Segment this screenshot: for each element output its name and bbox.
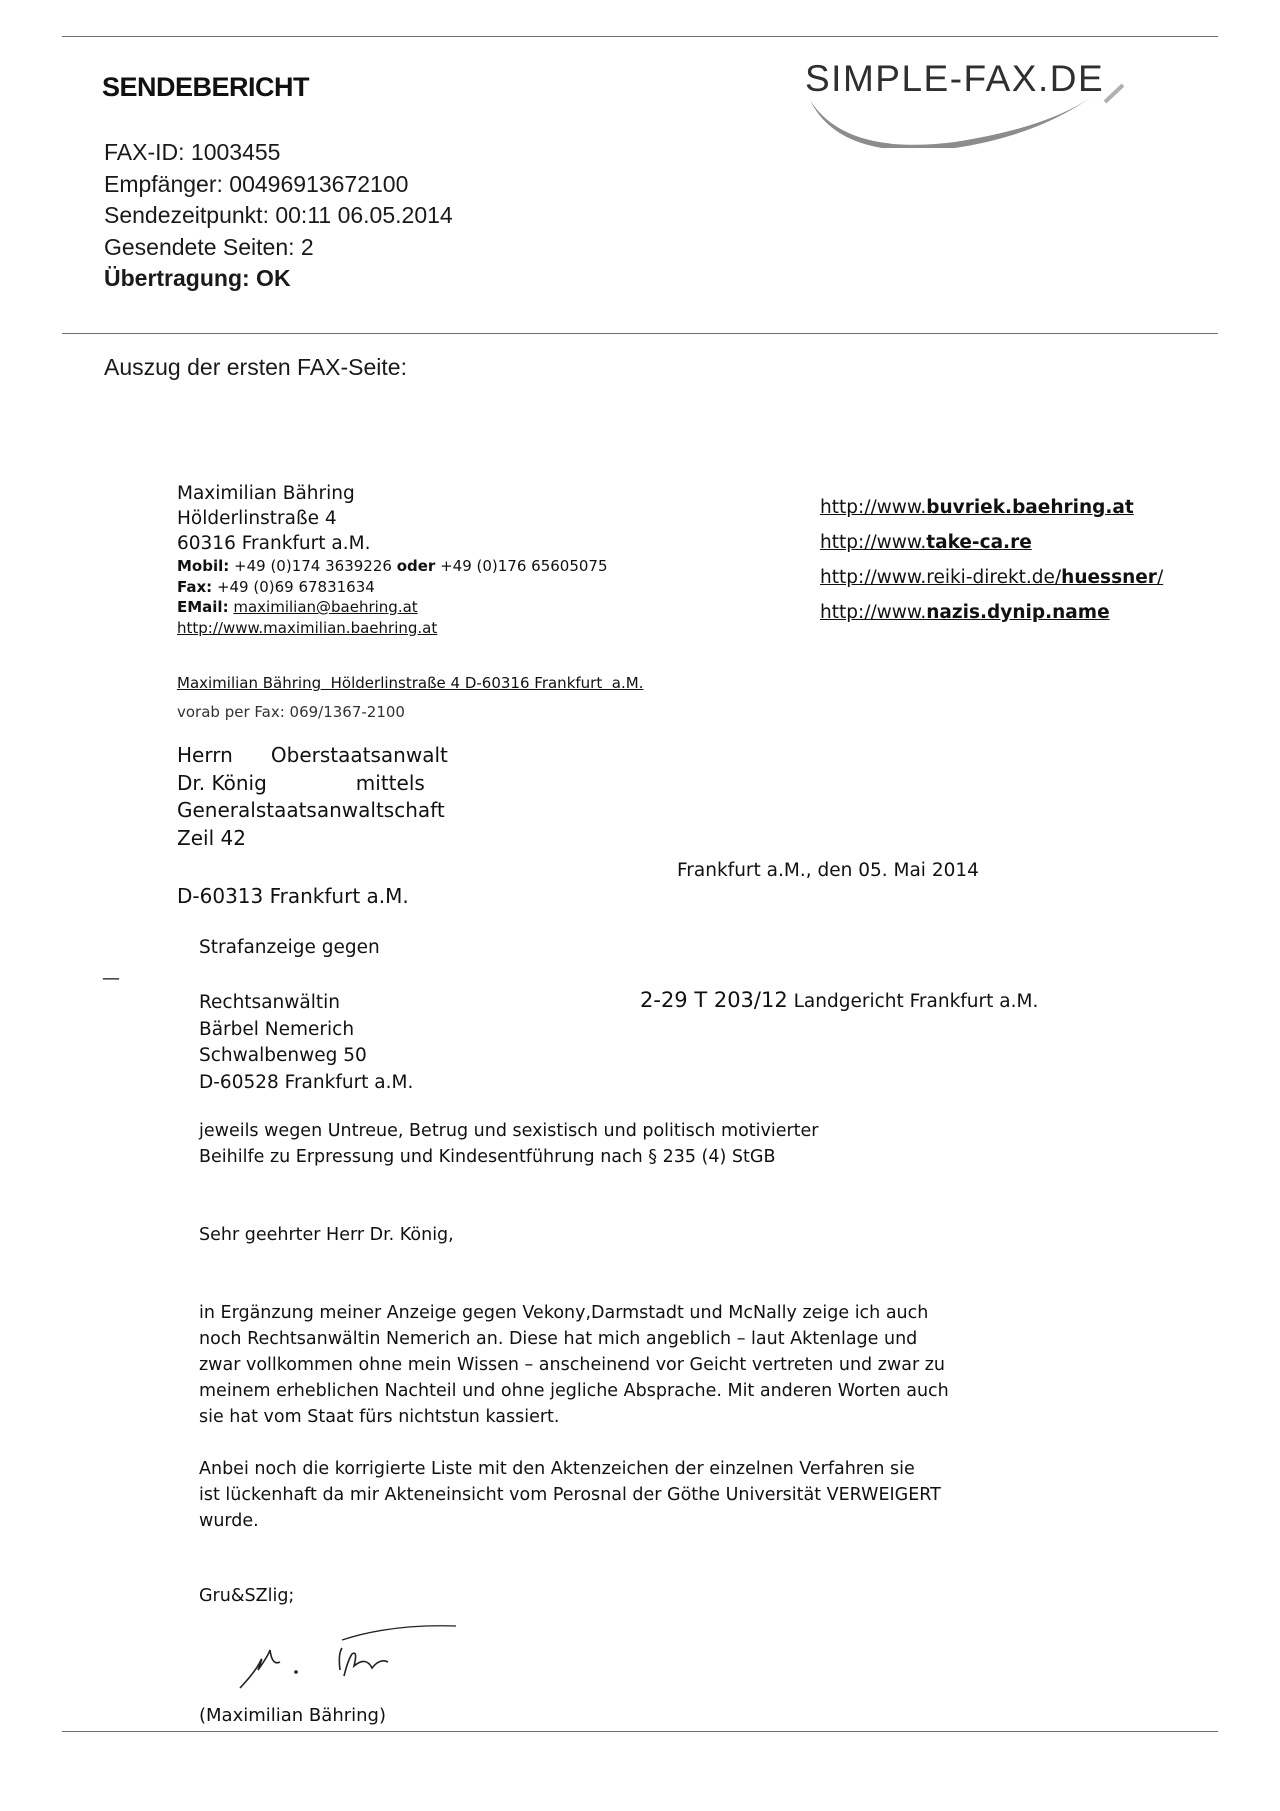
sender-street: Hölderlinstraße 4 xyxy=(177,508,337,529)
sender-name: Maximilian Bähring xyxy=(177,483,355,504)
logo-swoosh-icon xyxy=(805,58,1205,148)
body-paragraph-1: in Ergänzung meiner Anzeige gegen Vekony,Darmstadt und McNally zeige ich auch noch Rechtsanwältin Nemerich an. Diese hat mich angeblich – laut Aktenlage und zwar vollkommen ohne mein Wissen – anscheinend vor Geicht vertreten und zwar zu meinem erheblichen Nachteil und ohne jegliche Absprache. Mit anderen Worten auch sie hat vom Staat fürs nichtstun kassiert. xyxy=(199,1303,949,1427)
closing: Gru&SZlig; xyxy=(199,1586,295,1606)
accused-line: D-60528 Frankfurt a.M. xyxy=(199,1071,414,1093)
accused-line: Schwalbenweg 50 xyxy=(199,1045,367,1066)
report-meta xyxy=(104,137,453,295)
recipient-line: Herrn Oberstaatsanwalt xyxy=(177,743,448,767)
send-time: Sendezeitpunkt: 00:11 06.05.2014 xyxy=(104,202,453,228)
bottom-rule xyxy=(62,1731,1218,1732)
case-court: Landgericht Frankfurt a.M. xyxy=(787,991,1039,1012)
margin-dash: — xyxy=(102,968,120,989)
sender-city: 60316 Frankfurt a.M. xyxy=(177,533,371,554)
case-number: 2-29 T 203/12 xyxy=(640,988,788,1012)
sender-mobile: Mobil: +49 (0)174 3639226 oder +49 (0)176 65605075 xyxy=(177,557,608,575)
link-item[interactable]: http://www.nazis.dynip.name xyxy=(820,602,1110,623)
recipient-city: D-60313 Frankfurt a.M. xyxy=(177,884,409,908)
link-item[interactable]: http://www.reiki-direkt.de/huessner/ xyxy=(820,567,1164,588)
top-rule xyxy=(62,36,1218,37)
fax-id: FAX-ID: 1003455 xyxy=(104,139,281,165)
sender-fax: Fax: +49 (0)69 67831634 xyxy=(177,577,375,596)
signer-name: (Maximilian Bähring) xyxy=(199,1705,386,1726)
middle-rule xyxy=(62,333,1218,334)
sender-block xyxy=(177,481,608,638)
logo-text: SIMPLE-FAX.DE xyxy=(805,58,1105,99)
letter-date: Frankfurt a.M., den 05. Mai 2014 xyxy=(677,860,979,881)
accused-line: Bärbel Nemerich xyxy=(199,1018,355,1040)
pages-sent: Gesendete Seiten: 2 xyxy=(104,233,314,260)
transmission-status: Übertragung: OK xyxy=(104,265,291,291)
fax-recipient-number: Empfänger: 00496913672100 xyxy=(104,170,409,197)
salutation: Sehr geehrter Herr Dr. König, xyxy=(199,1225,454,1245)
link-item[interactable]: http://www.take-ca.re xyxy=(820,532,1032,553)
link-list xyxy=(820,490,1163,630)
report-title: SENDEBERICHT xyxy=(102,72,310,102)
recipient-line: Dr. König mittels xyxy=(177,770,425,795)
recipient-address xyxy=(177,742,448,852)
case-reference xyxy=(640,988,1038,1012)
accused-line: Rechtsanwältin xyxy=(199,992,340,1013)
sender-website-link[interactable]: http://www.maximilian.baehring.at xyxy=(177,618,438,637)
sender-website xyxy=(177,618,608,639)
letter-subject: Strafanzeige gegen xyxy=(199,937,380,958)
sender-email: EMail: maximilian@baehring.at xyxy=(177,598,418,616)
recipient-line: Generalstaatsanwaltschaft xyxy=(177,798,445,822)
sender-email-link[interactable]: maximilian@baehring.at xyxy=(233,598,418,616)
recipient-line: Zeil 42 xyxy=(177,825,246,850)
simple-fax-logo xyxy=(805,58,1205,148)
advance-fax-note: vorab per Fax: 069/1367-2100 xyxy=(177,703,405,721)
body-paragraph-2: Anbei noch die korrigierte Liste mit den Aktenzeichen der einzelnen Verfahren sie ist lückenhaft da mir Akteneinsicht vom Perosnal der Göthe Universität VERWEIGERT wurde. xyxy=(199,1459,941,1531)
excerpt-label: Auszug der ersten FAX-Seite: xyxy=(104,354,407,380)
charges-paragraph: jeweils wegen Untreue, Betrug und sexistisch und politisch motivierter Beihilfe zu Erpressung und Kindesentführung nach § 235 (4) StGB xyxy=(199,1121,819,1167)
accused-address xyxy=(199,990,413,1096)
link-item[interactable]: http://www.buvriek.baehring.at xyxy=(820,497,1134,518)
return-address: Maximilian Bähring Hölderlinstraße 4 D-60316 Frankfurt a.M. xyxy=(177,674,644,692)
handwritten-signature xyxy=(220,1610,480,1700)
